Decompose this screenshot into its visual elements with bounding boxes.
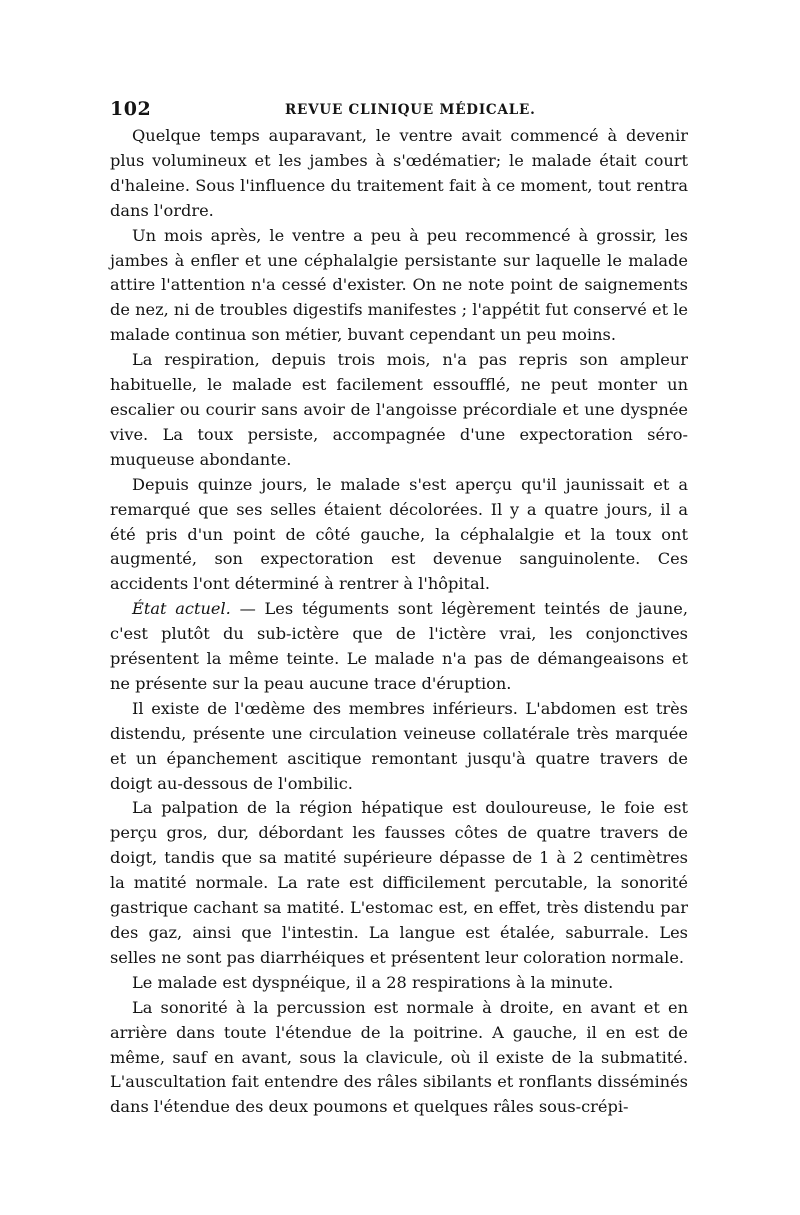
paragraph-text: La sonorité à la percussion est normale à droite, en avant et en arrière dans toute l'étendue de la poitrine. A gauche, il en est de même, sauf en avant, sous la clavicule, où il existe de la submatité. L'auscultation fait entendre des râles sibilants et ronflants disséminés dans l'étendue des deux poumons et quelques râles sous-crépi- [110, 997, 688, 1117]
paragraph-4 [110, 473, 688, 598]
paragraph-1 [110, 124, 688, 224]
body-text [110, 124, 688, 1120]
paragraph-text: Il existe de l'œdème des membres inférieurs. L'abdomen est très distendu, présente une circulation veineuse collatérale très marquée et un épanchement ascitique remontant jusqu'à quatre travers de doigt au-dessous de l'ombilic. [110, 698, 688, 793]
running-title: REVUE CLINIQUE MÉDICALE. [285, 102, 536, 118]
paragraph-2 [110, 224, 688, 349]
page-number: 102 [110, 98, 152, 120]
paragraph-7 [110, 796, 688, 970]
section-label: État actuel. [132, 599, 231, 619]
paragraph-6 [110, 697, 688, 797]
page-header [110, 98, 690, 126]
paragraph-8 [110, 971, 688, 996]
paragraph-text: La respiration, depuis trois mois, n'a pas repris son ampleur habituelle, le malade est facilement essoufflé, ne peut monter un escalier ou courir sans avoir de l'angoisse précordiale et une dyspnée vive. La toux persiste, accompagnée d'une expectoration séro-muqueuse abondante. [110, 350, 688, 469]
paragraph-text: Un mois après, le ventre a peu à peu recommencé à grossir, les jambes à enfler et une céphalalgie persistante sur laquelle le malade attire l'attention n'a cessé d'exister. On ne note point de saignements de nez, ni de troubles digestifs manifestes ; l'appétit fut conservé et le malade continua son métier, buvant cependant un peu moins. [110, 225, 688, 345]
paragraph-5 [110, 597, 688, 697]
paragraph-9 [110, 996, 688, 1121]
paragraph-text: Le malade est dyspnéique, il a 28 respirations à la minute. [132, 972, 614, 992]
paragraph-text: La palpation de la région hépatique est douloureuse, le foie est perçu gros, dur, débordant les fausses côtes de quatre travers de doigt, tandis que sa matité supérieure dépasse de 1 à 2 centimètres la matité normale. La rate est difficilement percutable, la sonorité gastrique cachant sa matité. L'estomac est, en effet, très distendu par des gaz, ainsi que l'intestin. La langue est étalée, saburrale. Les selles ne sont pas diarrhéiques et présentent leur coloration normale. [110, 798, 688, 967]
paragraph-3 [110, 348, 688, 473]
paragraph-text: — Les téguments sont légèrement teintés de jaune, c'est plutôt du sub-ictère que de l'ictère vrai, les conjonctives présentent la même teinte. Le malade n'a pas de démangeaisons et ne présente sur la peau aucune trace d'éruption. [110, 599, 688, 693]
paragraph-text: Quelque temps auparavant, le ventre avait commencé à devenir plus volumineux et les jambes à s'œdématier; le malade était court d'haleine. Sous l'influence du traitement fait à ce moment, tout rentra dans l'ordre. [110, 126, 688, 220]
paragraph-text: Depuis quinze jours, le malade s'est aperçu qu'il jaunissait et a remarqué que ses selles étaient décolorées. Il y a quatre jours, il a été pris d'un point de côté gauche, la céphalalgie et la toux ont augmenté, son expectoration est devenue sanguinolente. Ces accidents l'ont déterminé à rentrer à l'hôpital. [110, 474, 688, 594]
